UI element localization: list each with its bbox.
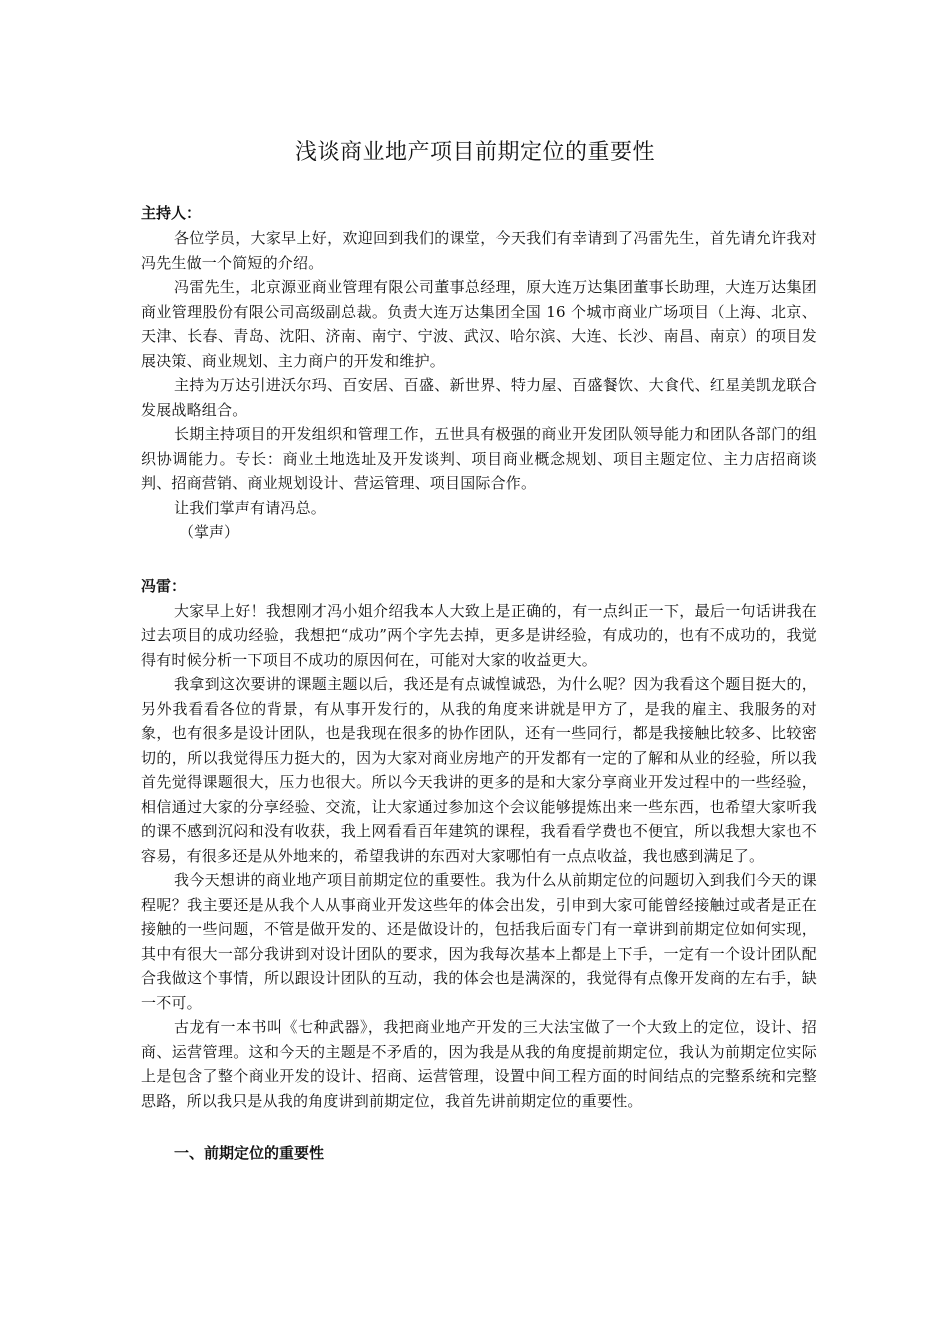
host-paragraph: 长期主持项目的开发组织和管理工作，五世具有极强的商业开发团队领导能力和团队各部门的组织协调能力。专长：商业土地选址及开发谈判、项目商业概念规划、项目主题定位、主力店招商谈判、招商营销、商业规划设计、营运管理、项目国际合作。 bbox=[141, 425, 817, 492]
section-heading: 一、前期定位的重要性 bbox=[174, 1144, 325, 1162]
speaker-paragraph: 古龙有一本书叫《七种武器》，我把商业地产开发的三大法宝做了一个大致上的定位，设计、招商、运营管理。这和今天的主题是不矛盾的，因为我是从我的角度提前期定位，我认为前期定位实际上是包含了整个商业开发的设计、招商、运营管理，设置中间工程方面的时间结点的完整系统和完整思路，所以我只是从我的角度讲到前期定位，我首先讲前期定位的重要性。 bbox=[141, 1018, 817, 1110]
speaker-paragraph: 大家早上好！我想刚才冯小姐介绍我本人大致上是正确的，有一点纠正一下，最后一句话讲我在过去项目的成功经验，我想把“成功”两个字先去掉，更多是讲经验，有成功的，也有不成功的，我觉得有时候分析一下项目不成功的原因何在，可能对大家的收益更大。 bbox=[141, 601, 817, 669]
spacer bbox=[141, 545, 817, 573]
spacer bbox=[141, 1113, 817, 1141]
speaker-paragraph: 我拿到这次要讲的课题主题以后，我还是有点诚惶诚恐，为什么呢？因为我看这个题目挺大的，另外我看看各位的背景，有从事开发行的，从我的角度来讲就是甲方了，是我的雇主、我服务的对象，也有很多是设计团队，也是我现在很多的协作团队，还有一些同行，都是我接触比较多、比较密切的，所以我觉得压力挺大的，因为大家对商业房地产的开发都有一定的了解和从业的经验，所以我首先觉得课题很大，压力也很大。所以今天我讲的更多的是和大家分享商业开发过程中的一些经验，相信通过大家的分享经验、交流，让大家通过参加这个会议能够提炼出来一些东西，也希望大家听我的课不感到沉闷和没有收获，我上网看看百年建筑的课程，我看看学费也不便宜，所以我想大家也不容易，有很多还是从外地来的，希望我讲的东西对大家哪怕有一点点收益，我也感到满足了。 bbox=[141, 675, 817, 865]
speaker-paragraph: 我今天想讲的商业地产项目前期定位的重要性。我为什么从前期定位的问题切入到我们今天的课程呢？我主要还是从我个人从事商业开发这些年的体会出发，引申到大家可能曾经接触过或者是正在接触的一些问题，不管是做开发的、还是做设计的，包括我后面专门有一章讲到前期定位如何实现，其中有很大一部分我讲到对设计团队的要求，因为我每次基本上都是上下手，一定有一个设计团队配合我做这个事情，所以跟设计团队的互动，我的体会也是满深的，我觉得有点像开发商的左右手，缺一不可。 bbox=[141, 871, 817, 1012]
host-paragraph: 主持为万达引进沃尔玛、百安居、百盛、新世界、特力屋、百盛餐饮、大食代、红星美凯龙联合发展战略组合。 bbox=[141, 376, 817, 419]
host-paragraph: 冯雷先生，北京源亚商业管理有限公司董事总经理，原大连万达集团董事长助理，大连万达集团商业管理股份有限公司高级副总裁。负责大连万达集团全国 16 个城市商业广场项目（上海、北京、天津、长春、青岛、沈阳、济南、南宁、宁波、武汉、哈尔滨、大连、长沙、南昌、南京）的项目发展决策、商业规划、主力商户的开发和维护。 bbox=[141, 278, 817, 370]
host-label: 主持人： bbox=[141, 204, 202, 222]
host-paragraph: 各位学员，大家早上好，欢迎回到我们的课堂，今天我们有幸请到了冯雷先生，首先请允许我对冯先生做一个简短的介绍。 bbox=[141, 229, 817, 272]
speaker-label: 冯雷： bbox=[141, 576, 187, 595]
document-body bbox=[141, 200, 817, 1165]
document-title: 浅谈商业地产项目前期定位的重要性 bbox=[294, 140, 655, 165]
host-paragraph: 让我们掌声有请冯总。 bbox=[174, 498, 327, 517]
applause-note: （掌声） bbox=[179, 523, 240, 541]
